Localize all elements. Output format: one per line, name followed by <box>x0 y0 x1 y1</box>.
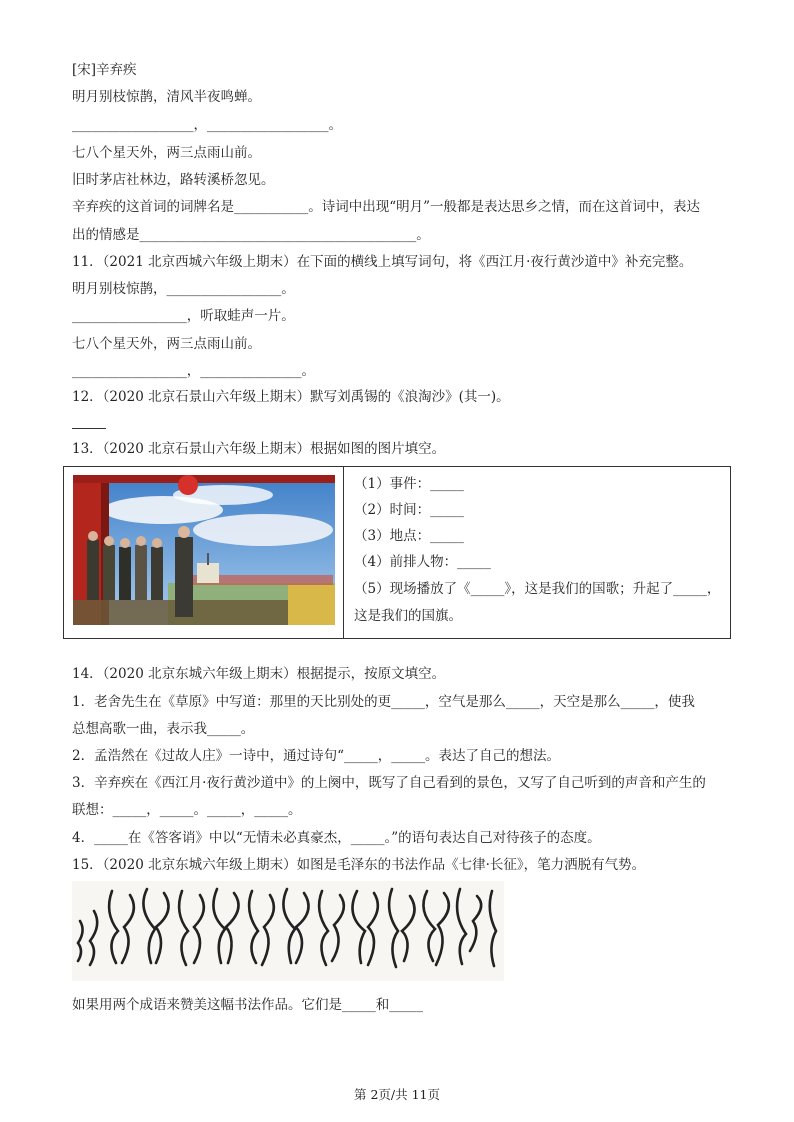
table-divider <box>343 467 344 638</box>
q11-line-4: _________________，_______________。 <box>72 363 315 379</box>
calligraphy-image <box>72 881 504 981</box>
poem-line-4: 旧时茅店社林边，路转溪桥忽见。 <box>72 172 275 188</box>
ceremony-photo-illustration <box>73 475 335 625</box>
poem-line-1: 明月别枝惊鹊，清风半夜鸣蝉。 <box>72 89 261 105</box>
table-item-place: （3）地点：_____ <box>354 528 464 544</box>
ceremony-photo <box>73 475 335 625</box>
table-item-anthem: （5）现场播放了《_____》，这是我们的国歌；升起了_____， <box>354 581 721 597</box>
q14-item-3: 3．辛弃疾在《西江月·夜行黄沙道中》的上阕中，既写了自己看到的景色，又写了自己听到的声音和产生的 <box>72 775 706 791</box>
q11-line-1: 明月别枝惊鹊，_________________。 <box>72 281 295 297</box>
question-12-title: 12．（2020 北京石景山六年级上期末）默写刘禹锡的《浪淘沙》(其一)。 <box>72 389 510 405</box>
table-item-event: （1）事件：_____ <box>354 476 464 492</box>
poem-line-3: 七八个星天外，两三点雨山前。 <box>72 145 261 161</box>
q11-line-3: 七八个星天外，两三点雨山前。 <box>72 336 261 352</box>
table-item-people: （4）前排人物：_____ <box>354 554 491 570</box>
question-14-title: 14．（2020 北京东城六年级上期末）根据提示，按原文填空。 <box>72 666 446 682</box>
question-13-table <box>63 466 731 639</box>
q14-item-4: 4．_____在《答客诮》中以“无情未必真豪杰，_____。”的语句表达自己对待孩子的态度。 <box>72 830 601 846</box>
poem-author: [宋]辛弃疾 <box>72 62 137 78</box>
q14-item-1: 1．老舍先生在《草原》中写道：那里的天比别处的更_____，空气是那么_____，天空是那么_____，使我 <box>72 694 695 710</box>
answer-blank <box>72 428 106 429</box>
question-11-title: 11．（2021 北京西城六年级上期末）在下面的横线上填写词句，将《西江月·夜行黄沙道中》补充完整。 <box>72 254 693 270</box>
question-15-prompt: 如果用两个成语来赞美这幅书法作品。它们是_____和_____ <box>72 997 423 1013</box>
page-footer: 第 2页/共 11页 <box>353 1087 441 1102</box>
fill-blank-line: __________________，__________________。 <box>72 117 342 133</box>
question-text: 辛弃疾的这首词的词牌名是___________。诗词中出现“明月”一般都是表达思乡之情，而在这首词中，表达 <box>72 199 701 215</box>
q14-item-1-cont: 总想高歌一曲，表示我_____。 <box>72 721 255 737</box>
question-15-title: 15．（2020 北京东城六年级上期末）如图是毛泽东的书法作品《七律·长征》，笔力洒脱有气势。 <box>72 857 646 873</box>
q14-item-2: 2．孟浩然在《过故人庄》一诗中，通过诗句“_____，_____。表达了自己的想法。 <box>72 748 560 764</box>
question-text-cont: 出的情感是_________________________________________。 <box>72 227 430 243</box>
calligraphy-strokes <box>72 881 504 981</box>
table-item-flag: 这是我们的国旗。 <box>354 608 462 624</box>
table-item-time: （2）时间：_____ <box>354 502 464 518</box>
q11-line-2: _________________，听取蛙声一片。 <box>72 308 295 324</box>
q14-item-3-cont: 联想：_____，_____。_____，_____。 <box>72 802 302 818</box>
question-13-title: 13．（2020 北京石景山六年级上期末）根据如图的图片填空。 <box>72 441 446 457</box>
